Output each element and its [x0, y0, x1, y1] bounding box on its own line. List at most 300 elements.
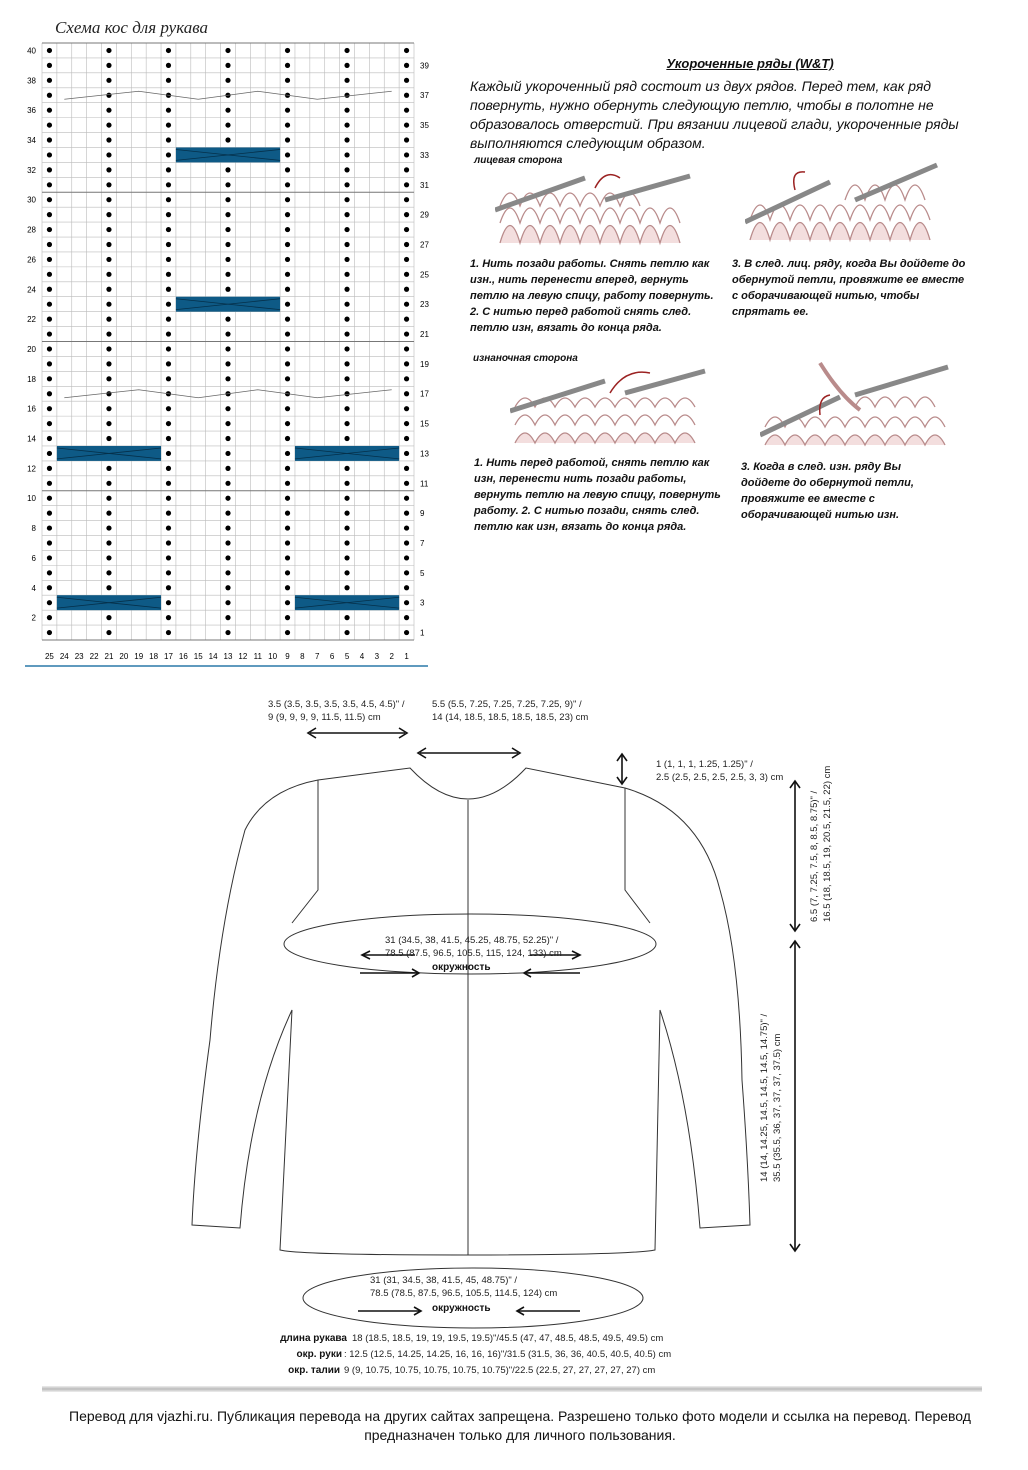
neck-depth-in: 1 (1, 1, 1, 1.25, 1.25)" /: [656, 759, 753, 770]
purl-dot: [47, 346, 52, 351]
purl-dot: [404, 137, 409, 142]
purl-dot: [285, 421, 290, 426]
purl-dot: [404, 63, 409, 68]
purl-dot: [285, 197, 290, 202]
purl-dot: [225, 376, 230, 381]
purl-dot: [225, 600, 230, 605]
purl-dot: [47, 361, 52, 366]
purl-dot: [285, 167, 290, 172]
row-number-right: 25: [420, 270, 429, 280]
purl-dot: [47, 287, 52, 292]
footer-note: Перевод для vjazhi.ru. Публикация перевода на других сайтах запрещена. Разрешено только фото модели и ссылка на перевод. Перевод предназначен только для личного пользования.: [69, 1408, 971, 1443]
purl-dot: [404, 511, 409, 516]
column-number: 11: [253, 652, 262, 661]
purl-dot: [285, 600, 290, 605]
purl-dot: [285, 555, 290, 560]
column-number: 25: [44, 652, 54, 661]
purl-dot: [225, 555, 230, 560]
purl-dot: [285, 287, 290, 292]
column-number: 3: [374, 652, 380, 661]
purl-dot: [404, 451, 409, 456]
column-number: 2: [389, 652, 394, 661]
purl-dot: [166, 108, 171, 113]
purl-dot: [106, 346, 111, 351]
purl-dot: [404, 272, 409, 277]
purl-dot: [106, 436, 111, 441]
purl-dot: [344, 152, 349, 157]
purl-dot: [47, 122, 52, 127]
purl-dot: [47, 511, 52, 516]
purl-dot: [106, 317, 111, 322]
purl-dot: [166, 78, 171, 83]
purl-dot: [47, 272, 52, 277]
purl-dot: [225, 212, 230, 217]
short-rows-title: Укороченные ряды (W&T): [666, 56, 834, 71]
purl-dot: [166, 481, 171, 486]
row-number-right: 9: [420, 509, 425, 519]
purl-dot: [47, 242, 52, 247]
waist-label: окр. талии: [288, 1365, 340, 1376]
purl-dot: [225, 48, 230, 53]
purl-dot: [225, 257, 230, 262]
purl-dot: [47, 197, 52, 202]
purl-dot: [344, 376, 349, 381]
purl-dot: [404, 346, 409, 351]
purl-dot: [166, 615, 171, 620]
column-number: 15: [193, 652, 203, 661]
purl-dot: [47, 257, 52, 262]
purl-dot: [166, 122, 171, 127]
purl-dot: [404, 630, 409, 635]
row-number-left: 30: [27, 195, 36, 205]
purl-dot: [404, 122, 409, 127]
upper-arm-label: окр. руки: [296, 1349, 342, 1360]
row-number-right: 1: [420, 628, 425, 638]
purl-dot: [285, 137, 290, 142]
wrong-side-label: изнаночная сторона: [473, 353, 578, 364]
purl-dot: [225, 108, 230, 113]
purl-dot: [166, 182, 171, 187]
purl-dot: [166, 361, 171, 366]
body-length-cm: 35.5 (35.5, 36, 37, 37, 37, 37.5) cm: [772, 1033, 783, 1182]
purl-dot: [344, 122, 349, 127]
purl-dot: [166, 167, 171, 172]
purl-dot: [225, 122, 230, 127]
row-number-left: 18: [27, 374, 36, 384]
purl-dot: [166, 540, 171, 545]
purl-dot: [47, 93, 52, 98]
short-rows-intro: Каждый укороченный ряд состоит из двух рядов. Перед тем, как ряд повернуть, нужно обернуть следующую петлю, чтобы в полотне не образовалось отверстий. При вязании лицевой глади, укороченные ряды выполняются следующим образом.: [470, 78, 959, 151]
purl-dot: [106, 555, 111, 560]
hem-in: 31 (31, 34.5, 38, 41.5, 45, 48.75)" /: [370, 1275, 518, 1286]
purl-dot: [344, 436, 349, 441]
column-number: 22: [89, 652, 99, 661]
row-number-right: 15: [420, 419, 429, 429]
right-side-label: лицевая сторона: [474, 155, 563, 166]
purl-dot: [344, 212, 349, 217]
purl-dot: [285, 257, 290, 262]
purl-dot: [344, 540, 349, 545]
column-number: 1: [404, 652, 409, 661]
purl-dot: [106, 227, 111, 232]
purl-dot: [404, 152, 409, 157]
purl-dot: [404, 391, 409, 396]
purl-dot: [404, 48, 409, 53]
purl-dot: [166, 376, 171, 381]
column-number: 10: [268, 652, 278, 661]
purl-dot: [344, 167, 349, 172]
purl-dot: [225, 182, 230, 187]
purl-dot: [285, 481, 290, 486]
purl-dot: [47, 302, 52, 307]
purl-dot: [166, 570, 171, 575]
row-number-right: 19: [420, 359, 429, 369]
purl-dot: [47, 406, 52, 411]
purl-dot: [225, 346, 230, 351]
purl-dot: [344, 585, 349, 590]
purl-dot: [106, 167, 111, 172]
purl-dot: [225, 511, 230, 516]
purl-dot: [404, 585, 409, 590]
purl-dot: [285, 302, 290, 307]
purl-dot: [404, 570, 409, 575]
row-number-right: 33: [420, 150, 429, 160]
row-number-left: 32: [27, 165, 36, 175]
purl-dot: [106, 302, 111, 307]
purl-dot: [166, 242, 171, 247]
purl-dot: [166, 137, 171, 142]
purl-dot: [225, 585, 230, 590]
armhole-depth-in: 6.5 (7, 7.25, 7.5, 8, 8.5, 8.75)" /: [809, 790, 820, 922]
purl-dot: [47, 212, 52, 217]
purl-dot: [166, 525, 171, 530]
purl-dot: [106, 376, 111, 381]
neck-width-in: 5.5 (5.5, 7.25, 7.25, 7.25, 7.25, 9)" /: [432, 699, 582, 710]
purl-dot: [106, 466, 111, 471]
purl-dot: [344, 257, 349, 262]
purl-dot: [344, 287, 349, 292]
purl-dot: [225, 331, 230, 336]
purl-dot: [344, 93, 349, 98]
purl-dot: [106, 272, 111, 277]
sleeve-length-value: 18 (18.5, 18.5, 19, 19, 19.5, 19.5)"/45.5 (47, 47, 48.5, 48.5, 49.5, 49.5) cm: [352, 1333, 664, 1344]
purl-dot: [404, 257, 409, 262]
purl-dot: [404, 93, 409, 98]
purl-dot: [344, 272, 349, 277]
column-number: 13: [223, 652, 233, 661]
knitting-illustration-ws-1: [510, 363, 710, 448]
column-number: 12: [238, 652, 248, 661]
purl-dot: [225, 227, 230, 232]
purl-dot: [344, 108, 349, 113]
purl-dot: [285, 48, 290, 53]
purl-dot: [106, 108, 111, 113]
shoulder-width-in: 3.5 (3.5, 3.5, 3.5, 3.5, 4.5, 4.5)" /: [268, 699, 405, 710]
purl-dot: [344, 302, 349, 307]
purl-dot: [166, 227, 171, 232]
purl-dot: [404, 317, 409, 322]
row-number-right: 29: [420, 210, 429, 220]
purl-dot: [285, 346, 290, 351]
chest-cm: 78.5 (87.5, 96.5, 105.5, 115, 124, 133) cm: [385, 948, 562, 959]
column-number: 17: [164, 652, 173, 661]
purl-dot: [225, 137, 230, 142]
column-number: 6: [329, 652, 335, 661]
purl-dot: [47, 182, 52, 187]
purl-dot: [225, 78, 230, 83]
purl-dot: [47, 108, 52, 113]
purl-dot: [47, 227, 52, 232]
row-number-right: 23: [420, 300, 429, 310]
purl-dot: [166, 63, 171, 68]
purl-dot: [344, 570, 349, 575]
purl-dot: [404, 302, 409, 307]
purl-dot: [404, 287, 409, 292]
purl-dot: [404, 540, 409, 545]
row-number-left: 40: [27, 46, 36, 56]
purl-dot: [225, 496, 230, 501]
row-number-right: 5: [420, 568, 425, 578]
purl-dot: [106, 48, 111, 53]
purl-dot: [47, 78, 52, 83]
purl-dot: [166, 257, 171, 262]
purl-dot: [404, 361, 409, 366]
purl-dot: [285, 376, 290, 381]
purl-dot: [47, 481, 52, 486]
purl-dot: [344, 197, 349, 202]
purl-dot: [106, 257, 111, 262]
purl-dot: [47, 630, 52, 635]
purl-dot: [225, 466, 230, 471]
rs-step-1-2: 1. Нить позади работы. Снять петлю как изн., нить перенести вперед, вернуть петлю на левую спицу, работу повернуть. 2. С нитью перед работой снять след. петлю изн, вязать до конца ряда.: [470, 258, 714, 334]
purl-dot: [47, 615, 52, 620]
purl-dot: [285, 496, 290, 501]
purl-dot: [404, 406, 409, 411]
purl-dot: [47, 585, 52, 590]
row-number-right: 39: [420, 61, 429, 71]
purl-dot: [404, 525, 409, 530]
purl-dot: [106, 570, 111, 575]
cable-wave: [64, 390, 391, 398]
purl-dot: [344, 496, 349, 501]
purl-dot: [285, 272, 290, 277]
column-number: 24: [59, 652, 69, 661]
purl-dot: [285, 585, 290, 590]
purl-dot: [344, 331, 349, 336]
purl-dot: [225, 197, 230, 202]
sleeve-length-label: длина рукава: [280, 1333, 347, 1344]
purl-dot: [225, 630, 230, 635]
knitting-illustration-rs-1: [495, 168, 695, 248]
row-number-right: 7: [420, 538, 425, 548]
purl-dot: [404, 331, 409, 336]
knitting-illustration-rs-3: [745, 160, 940, 245]
cable-wave: [64, 91, 391, 99]
purl-dot: [47, 421, 52, 426]
purl-dot: [285, 436, 290, 441]
purl-dot: [225, 242, 230, 247]
purl-dot: [225, 361, 230, 366]
purl-dot: [166, 287, 171, 292]
neck-depth-cm: 2.5 (2.5, 2.5, 2.5, 2.5, 3, 3) cm: [656, 772, 784, 783]
purl-dot: [344, 182, 349, 187]
purl-dot: [404, 108, 409, 113]
purl-dot: [106, 525, 111, 530]
purl-dot: [285, 511, 290, 516]
purl-dot: [225, 317, 230, 322]
column-number: 9: [285, 652, 290, 661]
purl-dot: [344, 511, 349, 516]
purl-dot: [166, 197, 171, 202]
row-number-left: 14: [27, 434, 36, 444]
purl-dot: [344, 555, 349, 560]
purl-dot: [47, 436, 52, 441]
purl-dot: [166, 406, 171, 411]
purl-dot: [404, 555, 409, 560]
column-number: 20: [119, 652, 129, 661]
purl-dot: [166, 212, 171, 217]
row-number-left: 20: [27, 344, 36, 354]
purl-dot: [106, 496, 111, 501]
purl-dot: [47, 167, 52, 172]
row-number-right: 11: [420, 479, 429, 489]
purl-dot: [47, 152, 52, 157]
row-number-left: 22: [27, 315, 36, 325]
waist-value: 9 (9, 10.75, 10.75, 10.75, 10.75, 10.75)"/22.5 (22.5, 27, 27, 27, 27, 27) cm: [344, 1365, 656, 1376]
row-number-right: 31: [420, 180, 429, 190]
purl-dot: [285, 78, 290, 83]
purl-dot: [285, 525, 290, 530]
purl-dot: [166, 346, 171, 351]
purl-dot: [285, 227, 290, 232]
purl-dot: [47, 540, 52, 545]
row-number-left: 24: [27, 285, 36, 295]
purl-dot: [225, 272, 230, 277]
purl-dot: [47, 570, 52, 575]
purl-dot: [285, 242, 290, 247]
purl-dot: [225, 436, 230, 441]
purl-dot: [106, 182, 111, 187]
row-number-left: 28: [27, 225, 36, 235]
column-number: 7: [315, 652, 320, 661]
purl-dot: [404, 197, 409, 202]
purl-dot: [106, 137, 111, 142]
purl-dot: [344, 48, 349, 53]
purl-dot: [106, 63, 111, 68]
purl-dot: [106, 511, 111, 516]
purl-dot: [344, 466, 349, 471]
row-number-left: 8: [31, 524, 36, 534]
purl-dot: [47, 451, 52, 456]
neck-width-cm: 14 (14, 18.5, 18.5, 18.5, 18.5, 23) cm: [432, 712, 589, 723]
row-number-left: 12: [27, 464, 36, 474]
purl-dot: [285, 122, 290, 127]
column-number: 18: [149, 652, 159, 661]
purl-dot: [344, 361, 349, 366]
purl-dot: [225, 287, 230, 292]
purl-dot: [47, 466, 52, 471]
purl-dot: [285, 466, 290, 471]
armhole-depth-cm: 16.5 (18, 18.5, 19, 20.5, 21.5, 22) cm: [822, 765, 833, 922]
purl-dot: [404, 167, 409, 172]
purl-dot: [344, 78, 349, 83]
purl-dot: [344, 63, 349, 68]
purl-dot: [404, 615, 409, 620]
hem-label: окружность: [432, 1303, 491, 1314]
purl-dot: [106, 630, 111, 635]
purl-dot: [285, 451, 290, 456]
purl-dot: [285, 570, 290, 575]
column-number: 21: [104, 652, 114, 661]
row-number-left: 4: [31, 583, 36, 593]
purl-dot: [166, 317, 171, 322]
column-number: 23: [74, 652, 84, 661]
purl-dot: [47, 555, 52, 560]
purl-dot: [404, 78, 409, 83]
purl-dot: [285, 182, 290, 187]
purl-dot: [404, 481, 409, 486]
sweater-outline: [192, 768, 750, 1255]
purl-dot: [166, 436, 171, 441]
purl-dot: [166, 272, 171, 277]
cable-chart: [0, 38, 440, 673]
chart-title: Схема кос для рукава: [55, 18, 208, 37]
purl-dot: [285, 212, 290, 217]
purl-dot: [166, 630, 171, 635]
row-number-left: 34: [27, 136, 36, 146]
hem-cm: 78.5 (78.5, 87.5, 96.5, 105.5, 114.5, 124) cm: [370, 1288, 558, 1299]
armhole-right: [625, 788, 650, 923]
purl-dot: [166, 331, 171, 336]
ws-step-1-2: 1. Нить перед работой, снять петлю как изн, перенести нить позади работы, вернуть петлю на левую спицу, повернуть работу. 2. С нитью позади, снять след. петлю как изн, вязать до конца ряда.: [474, 457, 721, 533]
knitting-illustration-ws-3: [760, 355, 950, 450]
purl-dot: [106, 212, 111, 217]
purl-dot: [404, 436, 409, 441]
purl-dot: [47, 600, 52, 605]
purl-dot: [225, 615, 230, 620]
purl-dot: [106, 421, 111, 426]
purl-dot: [47, 48, 52, 53]
purl-dot: [285, 63, 290, 68]
shoulder-width-cm: 9 (9, 9, 9, 9, 11.5, 11.5) cm: [268, 712, 381, 723]
purl-dot: [106, 331, 111, 336]
purl-dot: [47, 525, 52, 530]
column-number: 5: [344, 652, 350, 661]
purl-dot: [344, 406, 349, 411]
purl-dot: [285, 540, 290, 545]
purl-dot: [166, 600, 171, 605]
row-number-left: 36: [27, 106, 36, 116]
purl-dot: [285, 317, 290, 322]
purl-dot: [344, 630, 349, 635]
purl-dot: [47, 63, 52, 68]
purl-dot: [166, 466, 171, 471]
purl-dot: [404, 421, 409, 426]
purl-dot: [285, 152, 290, 157]
purl-dot: [404, 600, 409, 605]
armhole-left: [292, 780, 318, 923]
purl-dot: [344, 137, 349, 142]
row-number-left: 16: [27, 404, 36, 414]
purl-dot: [47, 391, 52, 396]
purl-dot: [106, 93, 111, 98]
column-number: 14: [208, 652, 218, 661]
column-number: 8: [300, 652, 305, 661]
purl-dot: [166, 555, 171, 560]
purl-dot: [404, 242, 409, 247]
purl-dot: [106, 391, 111, 396]
row-number-right: 13: [420, 449, 429, 459]
